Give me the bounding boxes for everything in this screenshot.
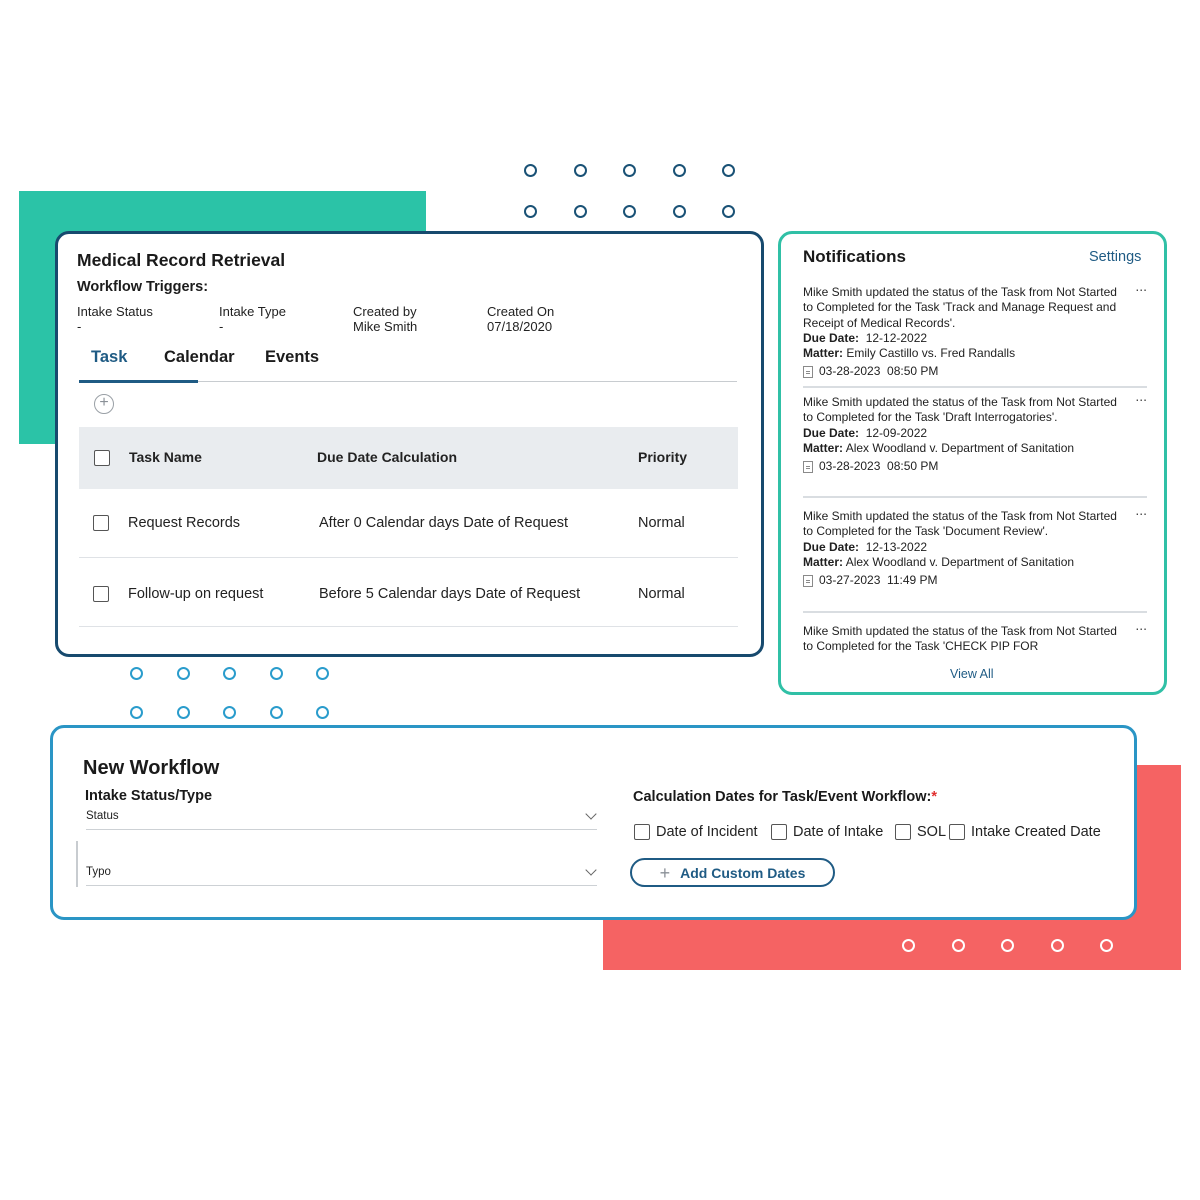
header-priority[interactable]: Priority — [638, 449, 688, 465]
active-tab-indicator — [79, 380, 198, 383]
notification-due-date: 12-09-2022 — [865, 425, 928, 440]
meta-value-created-on: 07/18/2020 — [487, 319, 553, 334]
notification-item[interactable] — [803, 502, 1147, 588]
chevron-down-icon — [585, 864, 596, 875]
meta-value-intake-status: - — [77, 319, 82, 334]
decorative-dots-bottom — [902, 939, 1113, 952]
date-of-incident-label: Date of Incident — [656, 824, 758, 840]
workflow-title: Medical Record Retrieval — [77, 250, 286, 270]
due-date-cell: After 0 Calendar days Date of Request — [319, 515, 569, 531]
priority-cell: Normal — [638, 515, 685, 531]
more-options-icon[interactable]: ... — [1135, 278, 1147, 294]
document-icon — [803, 461, 813, 473]
notification-message: Mike Smith updated the status of the Task from Not Started to Completed for the Task 'Document Review'. — [803, 509, 1117, 539]
workflow-card — [55, 231, 764, 657]
option-date-of-incident[interactable] — [634, 824, 758, 840]
meta-label-created-on: Created On — [487, 304, 555, 319]
view-all-link[interactable]: View All — [950, 667, 994, 681]
task-name-cell: Request Records — [128, 515, 241, 531]
date-of-intake-checkbox[interactable] — [771, 824, 787, 840]
meta-value-created-by: Mike Smith — [353, 319, 418, 334]
tab-task[interactable]: Task — [91, 348, 128, 366]
notification-divider — [803, 496, 1147, 498]
priority-cell: Normal — [638, 586, 685, 602]
new-workflow-card — [50, 725, 1137, 920]
type-select[interactable] — [86, 864, 597, 886]
add-custom-dates-label: Add Custom Dates — [680, 864, 806, 881]
task-name-cell: Follow-up on request — [128, 586, 264, 602]
decorative-dots-top — [524, 164, 735, 218]
type-select-label: Typo — [86, 866, 111, 878]
meta-label-intake-type: Intake Type — [219, 304, 286, 319]
table-row[interactable] — [79, 489, 738, 558]
document-icon — [803, 366, 813, 378]
matter-label: Matter: — [803, 440, 844, 455]
notification-item[interactable] — [803, 388, 1147, 474]
settings-link[interactable]: Settings — [1089, 249, 1142, 265]
due-date-label: Due Date: — [803, 425, 860, 440]
plus-icon: + — [659, 862, 671, 883]
task-table — [79, 427, 738, 627]
notification-divider — [803, 611, 1147, 613]
header-due-date-calculation[interactable]: Due Date Calculation — [317, 449, 458, 465]
plus-circle-icon[interactable]: + — [94, 394, 114, 414]
due-date-label: Due Date: — [803, 330, 860, 345]
notifications-title: Notifications — [803, 247, 906, 266]
decorative-dots-middle — [130, 667, 329, 719]
notification-divider — [803, 386, 1147, 388]
notification-message: Mike Smith updated the status of the Task from Not Started to Completed for the Task 'CHECK PIP FOR — [803, 624, 1117, 654]
document-icon — [803, 575, 813, 587]
option-date-of-intake[interactable] — [771, 824, 883, 840]
field-focus-indicator — [76, 841, 78, 887]
more-options-icon[interactable]: ... — [1135, 617, 1147, 633]
notification-matter: Emily Castillo vs. Fred Randalls — [846, 346, 1016, 361]
table-row[interactable] — [79, 558, 738, 627]
notification-timestamp: 03-28-2023 08:50 PM — [819, 364, 939, 379]
sol-checkbox[interactable] — [895, 824, 911, 840]
date-of-incident-checkbox[interactable] — [634, 824, 650, 840]
notification-timestamp: 03-28-2023 08:50 PM — [819, 459, 939, 474]
tab-events[interactable]: Events — [265, 348, 320, 366]
due-date-label: Due Date: — [803, 539, 860, 554]
intake-created-date-checkbox[interactable] — [949, 824, 965, 840]
workflow-triggers-label: Workflow Triggers: — [77, 279, 209, 295]
add-custom-dates-button[interactable] — [630, 858, 835, 887]
intake-created-date-label: Intake Created Date — [971, 824, 1101, 840]
notification-message: Mike Smith updated the status of the Task from Not Started to Completed for the Task 'Track and Manage Request and Receipt of Medical Records'. — [803, 285, 1117, 330]
header-task-name[interactable]: Task Name — [129, 449, 202, 465]
notifications-panel — [778, 231, 1167, 695]
task-table-header — [79, 427, 738, 489]
meta-label-intake-status: Intake Status — [77, 304, 153, 319]
due-date-cell: Before 5 Calendar days Date of Request — [319, 586, 581, 602]
option-sol[interactable] — [895, 824, 946, 840]
meta-value-intake-type: - — [219, 319, 224, 334]
intake-status-type-label: Intake Status/Type — [85, 788, 213, 804]
required-indicator: * — [931, 789, 938, 805]
notification-item[interactable] — [803, 278, 1147, 380]
notification-matter: Alex Woodland v. Department of Sanitation — [845, 554, 1075, 569]
notification-message: Mike Smith updated the status of the Task from Not Started to Completed for the Task 'Draft Interrogatories'. — [803, 395, 1117, 425]
row-checkbox[interactable] — [93, 586, 109, 602]
matter-label: Matter: — [803, 554, 844, 569]
notification-matter: Alex Woodland v. Department of Sanitation — [845, 440, 1075, 455]
tab-calendar[interactable]: Calendar — [164, 348, 235, 366]
new-workflow-title: New Workflow — [83, 757, 220, 779]
status-select[interactable] — [86, 808, 597, 830]
notification-due-date: 12-12-2022 — [865, 330, 928, 345]
notification-timestamp: 03-27-2023 11:49 PM — [819, 573, 938, 588]
workflow-tabs — [79, 340, 737, 382]
notification-item[interactable] — [803, 617, 1147, 655]
more-options-icon[interactable]: ... — [1135, 502, 1147, 518]
chevron-down-icon — [585, 808, 596, 819]
more-options-icon[interactable]: ... — [1135, 388, 1147, 404]
status-select-label: Status — [86, 810, 119, 822]
select-all-checkbox[interactable] — [94, 450, 110, 466]
matter-label: Matter: — [803, 346, 844, 361]
option-intake-created-date[interactable] — [949, 824, 1101, 840]
notification-due-date: 12-13-2022 — [865, 539, 928, 554]
calculation-dates-label: Calculation Dates for Task/Event Workflow:* — [633, 789, 938, 805]
sol-label: SOL — [917, 824, 947, 840]
date-of-intake-label: Date of Intake — [793, 824, 884, 840]
meta-label-created-by: Created by — [353, 304, 417, 319]
row-checkbox[interactable] — [93, 515, 109, 531]
